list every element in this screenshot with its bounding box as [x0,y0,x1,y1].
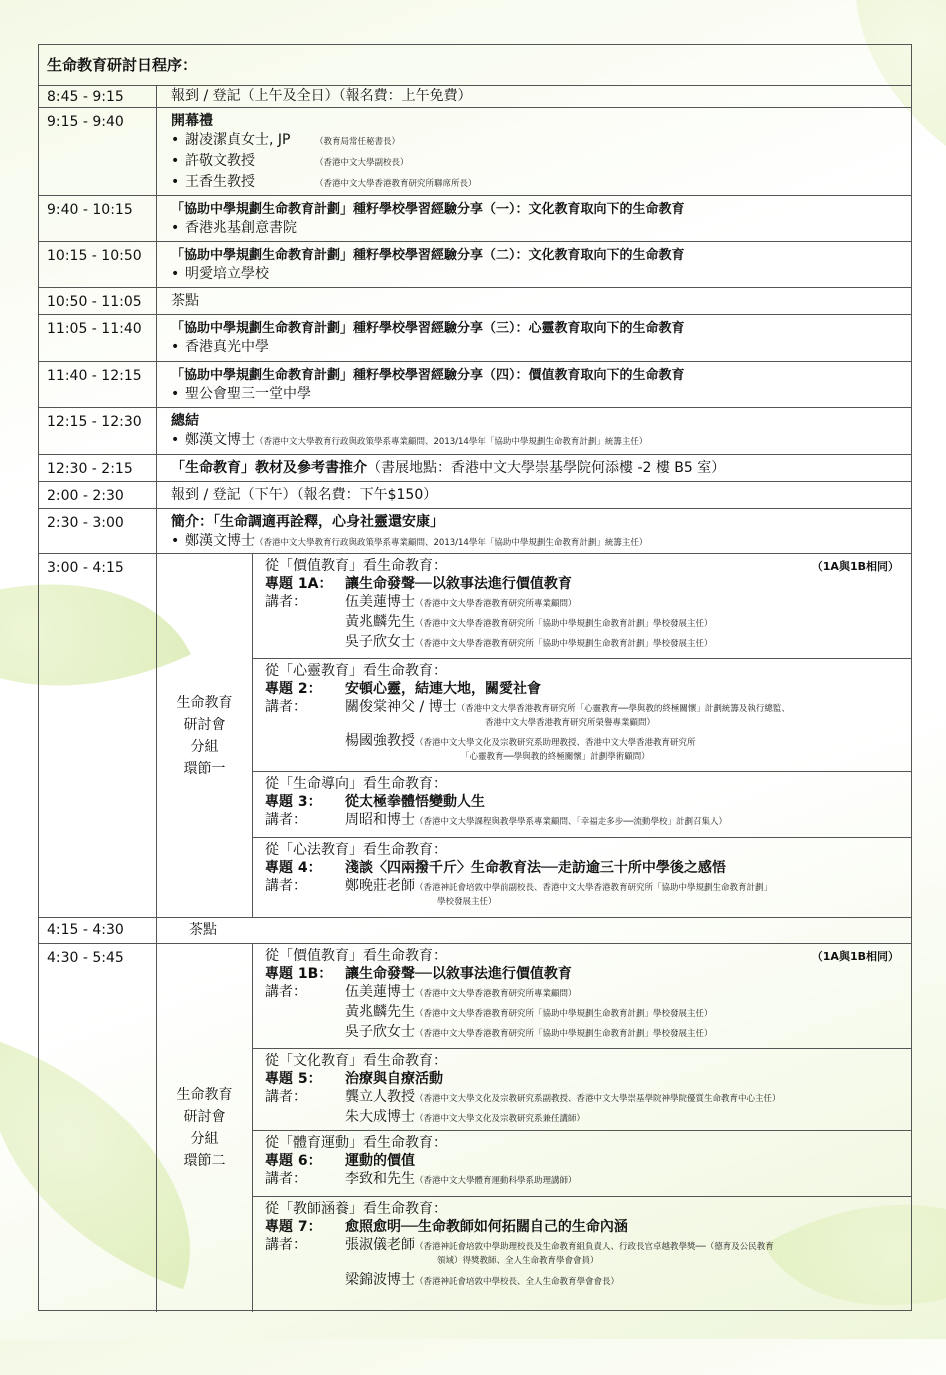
time-slot: 2:30 - 3:00 [39,509,157,553]
table-row [39,314,911,361]
speaker-name: 周昭和博士 [345,812,415,828]
topic-title: 運動的價值 [345,1153,415,1169]
speaker-label: 講者： [265,594,307,610]
speaker-name: 黃兆麟先生 [345,1004,415,1020]
list-item: • 謝凌潔貞女士, JP （教育局常任秘書長） [171,132,401,148]
row-heading: 「生命教育」教材及參考書推介 [171,460,367,476]
same-note: （1A與1B相同） [811,950,899,963]
table-row [39,241,911,287]
speaker-note: 學校發展主任） [437,897,497,907]
row-text: （書展地點：香港中文大學崇基學院何添樓 -2 樓 B5 室） [367,460,726,476]
speaker-name: 龔立人教授 [345,1089,415,1105]
topic-title: 淺談〈四兩撥千斤〉生命教育法──走訪逾三十所中學後之感悟 [345,860,726,876]
speaker-note: 香港中文大學香港教育研究所榮譽專業顧問） [485,718,656,728]
speaker-name: 吳子欣女士 [345,634,415,650]
speaker-label: 講者： [265,1089,307,1105]
schedule-table [38,44,912,1311]
topic-label: 專題 6： [265,1153,322,1169]
table-row [39,107,911,195]
row-text: 報到 / 登記（上午及全日）（報名費：上午免費） [171,88,472,104]
topic-title: 從太極拳體悟變動人生 [345,794,485,810]
speaker-note: （香港中文大學香港教育研究所專業顧問） [415,599,577,609]
time-slot: 10:50 - 11:05 [39,288,157,314]
table-row [39,407,911,454]
speaker-note: （香港中文大學文化及宗教研究系副教授、香港中文大學崇基學院神學院優質生命教育中心主任） [415,1094,781,1104]
same-note: （1A與1B相同） [811,560,899,573]
topic-block [253,1196,911,1313]
topic-intro: 從「價值教育」看生命教育： [265,558,447,574]
topic-label: 專題 2： [265,681,322,697]
speaker-note: （香港中文大學香港教育研究所「協助中學規劃生命教育計劃」學校發展主任） [415,1009,713,1019]
table-row [39,508,911,553]
list-item: • 鄭漢文博士（香港中文大學教育行政與政策學系專業顧問、2013/14學年「協助中學規劃生命教育計劃」統籌主任） [171,432,648,448]
topic-block [253,1130,911,1196]
session-group-label: 生命教育 研討會 分組 環節一 [157,554,253,917]
topic-intro: 從「體育運動」看生命教育： [265,1135,447,1151]
speaker-label: 講者： [265,984,307,1000]
session-group-label: 生命教育 研討會 分組 環節二 [157,944,253,1312]
table-header [39,45,911,85]
speaker-note: （香港中文大學文化及宗教研究系兼任講師） [415,1114,586,1124]
topic-block [253,944,911,1048]
topic-label: 專題 4： [265,860,322,876]
speaker-name: 黃兆麟先生 [345,614,415,630]
time-slot: 2:00 - 2:30 [39,482,157,508]
time-slot: 3:00 - 4:15 [39,554,157,917]
row-heading: 總結 [171,413,199,429]
speaker-note: （香港中文大學香港教育研究所「協助中學規劃生命教育計劃」學校發展主任） [415,619,713,629]
speaker-name: 梁錦波博士 [345,1272,415,1288]
speaker-name: 楊國強教授 [345,733,415,749]
list-item: • 香港兆基創意書院 [171,220,297,236]
speaker-note: （香港神託會培敦中學前副校長、香港中文大學香港教育研究所「協助中學規劃生命教育計劃」 [415,883,773,893]
speaker-name: 張淑儀老師 [345,1237,415,1253]
speaker-note: （香港中文大學文化及宗教研究系助理教授、香港中文大學香港教育研究所 [415,738,696,748]
row-text: 報到 / 登記（下午）（報名費：下午$150） [171,487,438,503]
speaker-name: 吳子欣女士 [345,1024,415,1040]
topic-intro: 從「生命導向」看生命教育： [265,776,447,792]
topic-label: 專題 1B： [265,966,333,982]
speaker-note: （香港神託會培敦中學助理校長及生命教育組負責人、行政長官卓越教學獎──（德育及公民教育 [415,1242,774,1252]
time-slot: 12:15 - 12:30 [39,408,157,454]
row-heading: 「協助中學規劃生命教育計劃」種籽學校學習經驗分享（三）：心靈教育取向下的生命教育 [171,321,685,336]
topic-block [253,771,911,837]
speaker-label: 講者： [265,878,307,894]
row-heading: 「協助中學規劃生命教育計劃」種籽學校學習經驗分享（一）：文化教育取向下的生命教育 [171,202,685,217]
time-slot: 4:30 - 5:45 [39,944,157,1312]
table-row [39,917,911,943]
speaker-note: 領域）得獎教師、全人生命教育學會會員） [437,1256,599,1266]
time-slot: 10:15 - 10:50 [39,242,157,287]
list-item: • 王香生教授 （香港中文大學香港教育研究所聯席所長） [171,174,477,190]
list-item: • 聖公會聖三一堂中學 [171,386,311,402]
speaker-name: 鄭晚莊老師 [345,878,415,894]
topic-block [253,554,911,658]
speaker-name: 關俊棠神父 / 博士 [345,699,457,715]
list-item: • 許敬文教授 （香港中文大學副校長） [171,153,409,169]
topic-intro: 從「價值教育」看生命教育： [265,948,447,964]
table-row [39,454,911,481]
breakout-session-2 [39,943,911,1312]
topic-label: 專題 1A： [265,576,333,592]
time-slot: 4:15 - 4:30 [39,918,157,943]
list-item: • 香港真光中學 [171,339,269,355]
opening-ceremony [157,108,911,195]
speaker-name: 伍美蓮博士 [345,594,415,610]
speaker-label: 講者： [265,699,307,715]
table-row [39,287,911,314]
topic-title: 安頓心靈，結連大地，關愛社會 [345,681,541,697]
topic-title: 讓生命發聲──以敘事法進行價值教育 [345,576,572,592]
time-slot: 9:40 - 10:15 [39,196,157,241]
speaker-note: （香港神託會培敦中學校長、全人生命教育學會會長） [415,1277,620,1287]
table-row [39,481,911,508]
time-slot: 9:15 - 9:40 [39,108,157,195]
row-heading: 簡介：「生命調適再詮釋，心身社靈還安康」 [171,514,444,530]
speaker-note: （香港中文大學課程與教學學系專業顧問、「幸福走多步──流動學校」計劃召集人） [415,817,727,827]
speaker-label: 講者： [265,812,307,828]
list-item: • 鄭漢文博士（香港中文大學教育行政與政策學系專業顧問、2013/14學年「協助中學規劃生命教育計劃」統籌主任） [171,533,648,549]
topic-title: 治療與自療活動 [345,1071,443,1087]
speaker-name: 李致和先生 [345,1171,415,1187]
topic-intro: 從「心靈教育」看生命教育： [265,663,447,679]
time-slot: 8:45 - 9:15 [39,86,157,107]
topic-label: 專題 7： [265,1219,322,1235]
speaker-name: 朱大成博士 [345,1109,415,1125]
topic-title: 愈照愈明──生命教師如何拓闊自己的生命內涵 [345,1219,628,1235]
speaker-label: 講者： [265,1171,307,1187]
breakout-session-1 [39,553,911,917]
topic-block [253,837,911,918]
topic-label: 專題 3： [265,794,322,810]
speaker-note: （香港中文大學香港教育研究所「協助中學規劃生命教育計劃」學校發展主任） [415,1029,713,1039]
topic-block [253,1048,911,1130]
time-slot: 12:30 - 2:15 [39,455,157,481]
page-title: 生命教育研討日程序： [47,56,198,74]
row-heading: 「協助中學規劃生命教育計劃」種籽學校學習經驗分享（二）：文化教育取向下的生命教育 [171,248,685,263]
speaker-name: 伍美蓮博士 [345,984,415,1000]
speaker-note: （香港中文大學香港教育研究所專業顧問） [415,989,577,999]
row-heading: 開幕禮 [171,113,213,129]
speaker-note: 「心靈教育──學與教的終極關懷」計劃學術顧問） [461,752,650,762]
time-slot: 11:05 - 11:40 [39,315,157,361]
speaker-label: 講者： [265,1237,307,1253]
topic-label: 專題 5： [265,1071,322,1087]
row-heading: 「協助中學規劃生命教育計劃」種籽學校學習經驗分享（四）：價值教育取向下的生命教育 [171,368,685,383]
topic-intro: 從「教師涵養」看生命教育： [265,1201,447,1217]
topic-block [253,658,911,771]
topic-title: 讓生命發聲──以敘事法進行價值教育 [345,966,572,982]
row-text: 茶點 [171,293,199,309]
topic-intro: 從「心法教育」看生命教育： [265,842,447,858]
list-item: • 明愛培立學校 [171,266,269,282]
speaker-note: （香港中文大學香港教育研究所「協助中學規劃生命教育計劃」學校發展主任） [415,639,713,649]
topic-intro: 從「文化教育」看生命教育： [265,1053,447,1069]
table-row [39,195,911,241]
row-text: 茶點 [189,922,217,938]
table-row [39,85,911,107]
time-slot: 11:40 - 12:15 [39,362,157,407]
speaker-note: （香港中文大學體育運動科學系助理講師） [415,1176,577,1186]
table-row [39,361,911,407]
speaker-note: （香港中文大學香港教育研究所「心靈教育──學與教的終極關懷」計劃統籌及執行總監、 [456,704,790,714]
